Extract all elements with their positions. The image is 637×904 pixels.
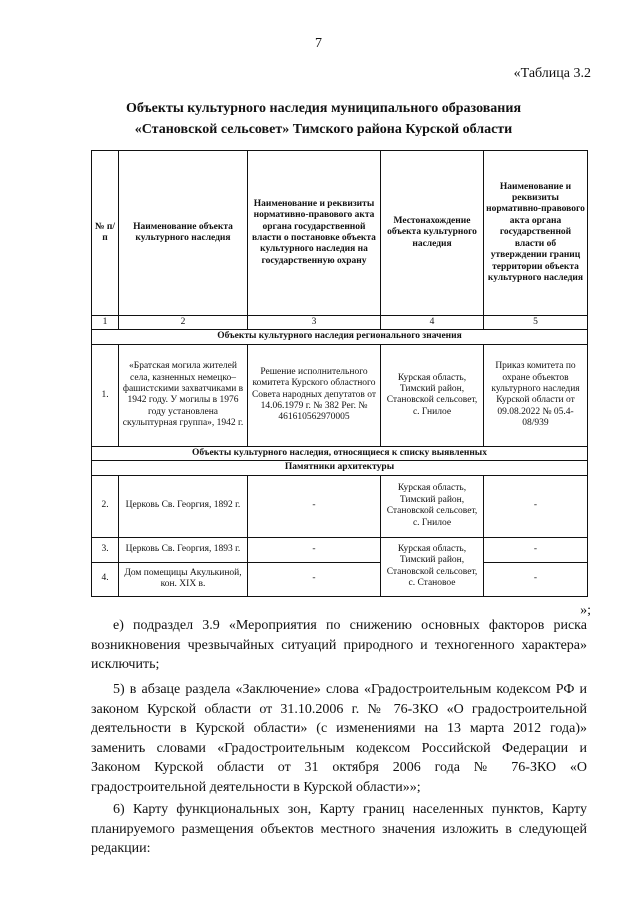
header-name: Наименование объекта культурного наследия — [119, 151, 248, 316]
row-4-number: 4. — [92, 562, 119, 596]
table-title — [60, 98, 587, 140]
table-row — [92, 475, 588, 537]
section-regional: Объекты культурного наследия регионального значения — [92, 330, 588, 344]
header-number: № п/п — [92, 151, 119, 316]
closing-quote: »; — [580, 603, 591, 618]
col-number-2: 2 — [119, 316, 248, 330]
row-2-location: Курская область, Тимский район, Становской сельсовет, с. Гнилое — [381, 475, 484, 537]
row-2-act: - — [248, 475, 381, 537]
section-architecture: Памятники архитектуры — [92, 461, 588, 475]
title-line-1: Объекты культурного наследия муниципального образования — [125, 101, 522, 116]
paragraph-e: е) подраздел 3.9 «Мероприятия по снижению основных факторов риска возникновения чрезвычайных ситуаций природного и техногенного характера» исключить; — [91, 618, 587, 672]
table-row — [92, 537, 588, 562]
row-4-borders: - — [484, 562, 588, 596]
section-row — [92, 446, 588, 460]
section-row — [92, 461, 588, 475]
row-3-borders: - — [484, 537, 588, 562]
row-1-act: Решение исполнительного комитета Курского областного Совета народных депутатов от 14.06.1979 г. № 382 Рег. № 461610562970005 — [248, 344, 381, 446]
col-number-1: 1 — [92, 316, 119, 330]
row-3-number: 3. — [92, 537, 119, 562]
row-1-location: Курская область, Тимский район, Становской сельсовет, с. Гнилое — [381, 344, 484, 446]
paragraph-5: 5) в абзаце раздела «Заключение» слова «Градостроительным кодексом РФ и законом Курской области от 31.10.2006 г. № 76-ЗКО «О градостроительной деятельности в Курской области» (с изменениями на 13 марта 2012 года)» заменить словами «Градостроительным кодексом Российской Федерации и Законом Курской области от 31 октября 2006 года № 76-ЗКО «О градостроительной деятельности в Курской области»»; — [91, 682, 587, 795]
table-row — [92, 344, 588, 446]
title-line-2: «Становской сельсовет» Тимского района Курской области — [134, 122, 513, 137]
row-1-number: 1. — [92, 344, 119, 446]
section-row — [92, 330, 588, 344]
row-3-act: - — [248, 537, 381, 562]
col-number-3: 3 — [248, 316, 381, 330]
heritage-table — [91, 150, 588, 597]
table-reference: «Таблица 3.2 — [513, 66, 591, 81]
page-number: 7 — [315, 36, 322, 51]
row-4-act: - — [248, 562, 381, 596]
header-location: Местонахождение объекта культурного наследия — [381, 151, 484, 316]
col-number-5: 5 — [484, 316, 588, 330]
row-1-name: «Братская могила жителей села, казненных немецко–фашистскими захватчиками в 1942 году. У могилы в 1976 году установлена скульптурная группа», 1942 г. — [119, 344, 248, 446]
paragraph-6: 6) Карту функциональных зон, Карту границ населенных пунктов, Карту планируемого размещения объектов местного значения изложить в следующей редакции: — [91, 802, 587, 856]
row-2-name: Церковь Св. Георгия, 1892 г. — [119, 475, 248, 537]
header-protection-act: Наименование и реквизиты нормативно-правового акта органа государственной власти о постановке объекта культурного наследия на государственную охрану — [248, 151, 381, 316]
row-2-borders: - — [484, 475, 588, 537]
table-row — [92, 562, 588, 596]
col-number-4: 4 — [381, 316, 484, 330]
header-row — [92, 151, 588, 316]
row-3-name: Церковь Св. Георгия, 1893 г. — [119, 537, 248, 562]
row-1-borders: Приказ комитета по охране объектов культурного наследия Курской области от 09.08.2022 № 05.4-08/939 — [484, 344, 588, 446]
section-identified: Объекты культурного наследия, относящиеся к списку выявленных — [92, 446, 588, 460]
header-borders-act: Наименование и реквизиты нормативно-правового акта органа государственной власти об утверждении границ территории объекта культурного наследия — [484, 151, 588, 316]
column-number-row — [92, 316, 588, 330]
rows-3-4-location: Курская область, Тимский район, Становской сельсовет, с. Становое — [381, 537, 484, 596]
row-4-name: Дом помещицы Акулькиной, кон. XIX в. — [119, 562, 248, 596]
row-2-number: 2. — [92, 475, 119, 537]
